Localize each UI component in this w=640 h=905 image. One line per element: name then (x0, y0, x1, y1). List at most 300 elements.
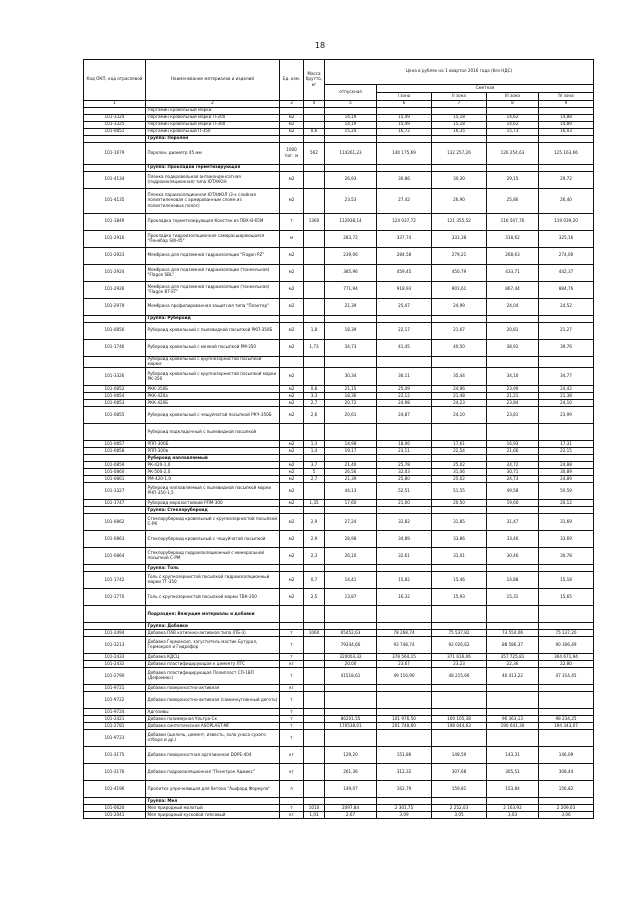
zone-2-price-cell: 17,61 (432, 441, 487, 448)
header-zone-1: I зона (377, 93, 432, 101)
empty-cell (304, 455, 325, 462)
mass-cell: 1,8 (304, 323, 325, 340)
table-row (84, 448, 594, 455)
zone-2-price-cell: 75 537,82 (432, 630, 487, 637)
zone-2-price-cell: 121 355,52 (432, 214, 487, 231)
zone-4-price-cell (539, 730, 594, 747)
unit-cell: м2 (280, 469, 304, 476)
code-cell: 101-0852 (84, 386, 146, 393)
unit-cell: т (280, 668, 304, 685)
mass-cell (304, 764, 325, 781)
name-cell: Пергамин кровельный марки П-300 (146, 122, 280, 129)
zone-2-price-cell: 21,67 (432, 323, 487, 340)
empty-cell (539, 136, 594, 143)
name-cell: Добавка Гермоксил, загуститель мастик Бутурол, Гермокрол и Гидрофор (146, 637, 280, 654)
zone-4-price-cell: 30,89 (539, 469, 594, 476)
group-heading-row (84, 798, 594, 805)
mass-cell: 0,8 (304, 386, 325, 393)
empty-cell (280, 606, 304, 623)
zone-4-price-cell (539, 357, 594, 368)
code-cell (84, 316, 146, 323)
release-price-cell (325, 424, 377, 441)
name-cell: Толь с крупнозернистой посыпкой марки ТВК-350 (146, 589, 280, 606)
empty-cell (377, 507, 432, 514)
table-row (84, 122, 594, 129)
zone-2-price-cell: 132 257,26 (432, 143, 487, 165)
table-row (84, 265, 594, 282)
name-cell: Пергамин кровельный марки П-200 (146, 115, 280, 122)
unit-cell: м2 (280, 500, 304, 507)
zone-1-price-cell: 162,79 (377, 781, 432, 798)
empty-cell (280, 798, 304, 805)
release-price-cell: 239,06 (325, 248, 377, 265)
empty-cell (539, 565, 594, 572)
zone-1-price-cell: 918,93 (377, 282, 432, 299)
release-price-cell: 17,60 (325, 500, 377, 507)
empty-cell (377, 136, 432, 143)
group-heading: Группа: Рубероид (146, 316, 280, 323)
code-cell: 101-4135 (84, 189, 146, 214)
release-price-cell (325, 108, 377, 115)
release-price-cell: 13,87 (325, 589, 377, 606)
header-code: Код ОКП, код отраслевой (84, 60, 146, 101)
mass-cell: 2,6 (304, 407, 325, 424)
table-row (84, 589, 594, 606)
mass-cell (304, 685, 325, 692)
name-cell: РПП-300Б (146, 441, 280, 448)
header-zone-4: IV зона (539, 93, 594, 101)
code-cell (84, 455, 146, 462)
table-row (84, 469, 594, 476)
table-row (84, 407, 594, 424)
release-price-cell: 170538,01 (325, 723, 377, 730)
zone-1-price-cell: 32,61 (377, 548, 432, 565)
zone-3-price-cell: 33,46 (487, 531, 539, 548)
mass-cell (304, 108, 325, 115)
table-row (84, 248, 594, 265)
name-cell: Добавка поверхностно-активная (саминнуглинный деготь) (146, 692, 280, 709)
empty-cell (539, 316, 594, 323)
table-row (84, 231, 594, 248)
name-cell: Стеклорубероид кровельный с чешуйчатой посыпкой (146, 531, 280, 548)
table-row (84, 514, 594, 531)
table-row (84, 709, 594, 716)
header-release-price: отпускная (325, 85, 377, 101)
zone-4-price-cell: 194 343,07 (539, 723, 594, 730)
table-row (84, 462, 594, 469)
zone-3-price-cell: 30,46 (487, 548, 539, 565)
empty-cell (280, 316, 304, 323)
release-price-cell: 26,56 (325, 469, 377, 476)
code-cell: 101-2926 (84, 282, 146, 299)
zone-3-price-cell: 268,63 (487, 248, 539, 265)
table-row (84, 716, 594, 723)
column-index: 2 (146, 101, 280, 108)
table-row (84, 476, 594, 483)
release-price-cell: 112938,14 (325, 214, 377, 231)
unit-cell: м2 (280, 299, 304, 316)
zone-1-price-cell: 36,11 (377, 368, 432, 386)
table-row (84, 393, 594, 400)
unit-cell: м2 (280, 548, 304, 565)
table-row (84, 143, 594, 165)
zone-3-price-cell: 34,10 (487, 368, 539, 386)
table-row (84, 812, 594, 819)
zone-4-price-cell: 156,82 (539, 781, 594, 798)
zone-2-price-cell: 23,23 (432, 661, 487, 668)
header-estimate-price: Сметная (377, 85, 594, 93)
mass-cell (304, 282, 325, 299)
zone-2-price-cell: 25,02 (432, 462, 487, 469)
header-name: Наименование материалов и изделий (146, 60, 280, 101)
zone-4-price-cell: 75 137,20 (539, 630, 594, 637)
mass-cell: 1,3 (304, 441, 325, 448)
column-index: 4 (304, 101, 325, 108)
table-row (84, 129, 594, 136)
name-cell: Пленка пароизоляционная ЮТАФОЛ (3-х слойная полиэтиленовая с армированным слоем из полиэтиленовых полос) (146, 189, 280, 214)
table-row (84, 108, 594, 115)
empty-cell (432, 565, 487, 572)
empty-cell (325, 606, 377, 623)
mass-cell: 2,5 (304, 589, 325, 606)
name-cell: РКК-420а (146, 393, 280, 400)
zone-1-price-cell: 284,58 (377, 248, 432, 265)
group-heading: Группа: Мел (146, 798, 280, 805)
table-row (84, 630, 594, 637)
unit-cell (280, 357, 304, 368)
zone-1-price-cell: 93 748,74 (377, 637, 432, 654)
unit-cell: м2 (280, 386, 304, 393)
unit-cell: т (280, 709, 304, 716)
zone-3-price-cell: 21,21 (487, 393, 539, 400)
table-row (84, 357, 594, 368)
unit-cell: т (280, 692, 304, 709)
zone-3-price-cell: 14,62 (487, 115, 539, 122)
empty-cell (487, 316, 539, 323)
name-cell: Прокладка гидроизоляционная самораcширяющаяся "Пенебар SW-45" (146, 231, 280, 248)
group-heading: Рубероид наплавляемый (146, 455, 280, 462)
zone-4-price-cell: 21,38 (539, 393, 594, 400)
zone-4-price-cell: 22,80 (539, 661, 594, 668)
zone-1-price-cell: 23,11 (377, 448, 432, 455)
release-price-cell: 2097,84 (325, 805, 377, 812)
zone-4-price-cell: 98 234,25 (539, 716, 594, 723)
code-cell: 101-3213 (84, 637, 146, 654)
empty-cell (487, 136, 539, 143)
code-cell: 101-2433 (84, 654, 146, 661)
zone-1-price-cell: 21,00 (377, 500, 432, 507)
name-cell: Поролон, диаметр 45 мм (146, 143, 280, 165)
release-price-cell: 14,19 (325, 115, 377, 122)
zone-3-price-cell: 15,31 (487, 589, 539, 606)
empty-cell (432, 507, 487, 514)
mass-cell (304, 668, 325, 685)
empty-cell (304, 798, 325, 805)
zone-2-price-cell: 92 026,62 (432, 637, 487, 654)
name-cell: Добавка КДСЦ (146, 654, 280, 661)
empty-cell (432, 316, 487, 323)
zone-1-price-cell: 23,67 (377, 661, 432, 668)
release-price-cell: 21,40 (325, 462, 377, 469)
empty-cell (325, 623, 377, 630)
zone-4-price-cell (539, 709, 594, 716)
zone-3-price-cell: 49,58 (487, 483, 539, 500)
unit-cell: м2 (280, 122, 304, 129)
table-row (84, 692, 594, 709)
zone-2-price-cell: 307,68 (432, 764, 487, 781)
zone-1-price-cell: 52,51 (377, 483, 432, 500)
code-cell: 101-9721 (84, 685, 146, 692)
name-cell: Добавка ПАВ катионно-активная типа (ПБ-3) (146, 630, 280, 637)
table-row (84, 424, 594, 441)
code-cell: 101-0856 (84, 323, 146, 340)
zone-1-price-cell (377, 424, 432, 441)
unit-cell: т (280, 723, 304, 730)
name-cell: Толь с крупнозернистой посыпкой гидроизоляционный марки ТГ-350 (146, 572, 280, 589)
zone-3-price-cell: 190 641,30 (487, 723, 539, 730)
mass-cell (304, 692, 325, 709)
zone-1-price-cell: 22,17 (377, 323, 432, 340)
code-cell: 101-0857 (84, 441, 146, 448)
zone-3-price-cell: 2 163,92 (487, 805, 539, 812)
code-cell: 101-0855 (84, 407, 146, 424)
zone-3-price-cell: 38,91 (487, 340, 539, 357)
name-cell: Адгезивы (146, 709, 280, 716)
zone-1-price-cell: 3,09 (377, 812, 432, 819)
release-price-cell: 34,73 (325, 340, 377, 357)
mass-cell: 2,9 (304, 531, 325, 548)
zone-3-price-cell (487, 709, 539, 716)
group-heading-row (84, 455, 594, 462)
table-row (84, 685, 594, 692)
code-cell: 101-1849 (84, 214, 146, 231)
group-heading-row (84, 565, 594, 572)
unit-cell: т (280, 214, 304, 231)
release-price-cell: 30,34 (325, 368, 377, 386)
unit-cell (280, 424, 304, 441)
zone-2-price-cell: 15,93 (432, 589, 487, 606)
code-cell (84, 165, 146, 172)
zone-2-price-cell: 450,79 (432, 265, 487, 282)
name-cell: Стеклорубероид гидроизоляционный с минеральной посыпкой С-РМ (146, 548, 280, 565)
name-cell: Рубероид кровельный с пылевидной посыпкой РКП-350Б (146, 323, 280, 340)
group-heading-row (84, 165, 594, 172)
zone-2-price-cell: 159,81 (432, 781, 487, 798)
unit-cell: м2 (280, 172, 304, 189)
unit-cell: м2 (280, 115, 304, 122)
empty-cell (325, 565, 377, 572)
name-cell: Мел природный молотый (146, 805, 280, 812)
zone-4-price-cell: 15,18 (539, 572, 594, 589)
empty-cell (325, 165, 377, 172)
code-cell: 101-2979 (84, 299, 146, 316)
zone-3-price-cell (487, 357, 539, 368)
table-row (84, 531, 594, 548)
zone-2-price-cell: 2 252,03 (432, 805, 487, 812)
zone-2-price-cell: 26,90 (432, 189, 487, 214)
empty-cell (539, 455, 594, 462)
empty-cell (487, 623, 539, 630)
code-cell: 101-1747 (84, 500, 146, 507)
mass-cell: 1,73 (304, 340, 325, 357)
zone-2-price-cell (432, 108, 487, 115)
empty-cell (325, 316, 377, 323)
table-row (84, 730, 594, 747)
code-cell: 101-3324 (84, 115, 146, 122)
zone-4-price-cell: 14,89 (539, 122, 594, 129)
table-row (84, 115, 594, 122)
empty-cell (432, 623, 487, 630)
table-row (84, 282, 594, 299)
name-cell: РМ-420-1,0 (146, 476, 280, 483)
release-price-cell (325, 730, 377, 747)
zone-4-price-cell: 23,99 (539, 407, 594, 424)
zone-4-price-cell (539, 108, 594, 115)
table-row (84, 572, 594, 589)
zone-4-price-cell: 884,76 (539, 282, 594, 299)
empty-cell (280, 165, 304, 172)
zone-2-price-cell (432, 692, 487, 709)
mass-cell (304, 747, 325, 764)
zone-2-price-cell: 198 044,63 (432, 723, 487, 730)
zone-3-price-cell: 19,60 (487, 500, 539, 507)
code-cell (84, 507, 146, 514)
price-table (83, 59, 594, 819)
zone-3-price-cell: 357 725,81 (487, 654, 539, 661)
zone-1-price-cell: 151,86 (377, 747, 432, 764)
zone-1-price-cell (377, 709, 432, 716)
empty-cell (280, 565, 304, 572)
mass-cell: 1,01 (304, 812, 325, 819)
release-price-cell: 27,24 (325, 514, 377, 531)
zone-1-price-cell: 101 976,50 (377, 716, 432, 723)
unit-cell: м2 (280, 462, 304, 469)
zone-1-price-cell: 378 564,15 (377, 654, 432, 661)
empty-cell (487, 565, 539, 572)
zone-1-price-cell: 41,45 (377, 340, 432, 357)
empty-cell (377, 623, 432, 630)
unit-cell: 1000 пог. м (280, 143, 304, 165)
table-row (84, 386, 594, 393)
empty-cell (280, 136, 304, 143)
release-price-cell: 385,96 (325, 265, 377, 282)
zone-2-price-cell: 31,01 (432, 548, 487, 565)
zone-4-price-cell: 50,59 (539, 483, 594, 500)
mass-cell (304, 716, 325, 723)
zone-2-price-cell: 20,50 (432, 500, 487, 507)
mass-cell (304, 231, 325, 248)
release-price-cell: 41518,61 (325, 668, 377, 685)
table-row (84, 764, 594, 781)
code-cell: 101-0858 (84, 448, 146, 455)
code-cell: 101-0853 (84, 400, 146, 407)
zone-3-price-cell (487, 692, 539, 709)
mass-cell (304, 265, 325, 282)
name-cell: Добавка полимерная Ультра-Ск (146, 716, 280, 723)
unit-cell: т (280, 730, 304, 747)
zone-1-price-cell: 30,86 (377, 172, 432, 189)
zone-3-price-cell: 126 254,63 (487, 143, 539, 165)
column-index: 1 (84, 101, 146, 108)
zone-3-price-cell: 14,88 (487, 572, 539, 589)
mass-cell: 1360 (304, 214, 325, 231)
column-index: 5 (325, 101, 377, 108)
zone-3-price-cell: 23,90 (487, 386, 539, 393)
table-row (84, 214, 594, 231)
release-price-cell: 21,39 (325, 299, 377, 316)
code-cell: 101-2923 (84, 248, 146, 265)
zone-3-price-cell: 22,36 (487, 661, 539, 668)
empty-cell (487, 455, 539, 462)
name-cell: Добавка поверхностная адгезионная DOPE-404 (146, 747, 280, 764)
code-cell: 101-9724 (84, 709, 146, 716)
zone-4-price-cell: 29,72 (539, 172, 594, 189)
zone-1-price-cell (377, 730, 432, 747)
column-index: 6 (377, 101, 432, 108)
column-index: 7 (432, 101, 487, 108)
empty-cell (432, 136, 487, 143)
mass-cell: 2,7 (304, 400, 325, 407)
zone-2-price-cell: 21,48 (432, 393, 487, 400)
zone-1-price-cell: 140 175,69 (377, 143, 432, 165)
mass-cell: 2,3 (304, 548, 325, 565)
empty-cell (377, 798, 432, 805)
code-cell: 101-9723 (84, 730, 146, 747)
mass-cell: 3,3 (304, 393, 325, 400)
code-cell: 101-3327 (84, 483, 146, 500)
empty-cell (304, 136, 325, 143)
code-cell: 101-2041 (84, 812, 146, 819)
unit-cell: м2 (280, 572, 304, 589)
release-price-cell: 23,53 (325, 189, 377, 214)
zone-4-price-cell: 442,37 (539, 265, 594, 282)
release-price-cell: 20,61 (325, 407, 377, 424)
unit-cell: л (280, 781, 304, 798)
zone-3-price-cell: 96 363,13 (487, 716, 539, 723)
release-price-cell: 149,07 (325, 781, 377, 798)
name-cell: Рубероид кровельный с крупнозернистой посыпкой марки: (146, 357, 280, 368)
name-cell: Добавка пластифицирующая Полипласт СП-1ВП (Дефомикс) (146, 668, 280, 685)
zone-3-price-cell: 24,04 (487, 299, 539, 316)
zone-3-price-cell: 16,93 (487, 441, 539, 448)
mass-cell (304, 122, 325, 129)
empty-cell (377, 455, 432, 462)
zone-3-price-cell: 21,66 (487, 448, 539, 455)
table-row (84, 747, 594, 764)
mass-cell (304, 723, 325, 730)
zone-3-price-cell: 24,72 (487, 462, 539, 469)
zone-1-price-cell: 124 037,72 (377, 214, 432, 231)
zone-4-price-cell: 325,16 (539, 231, 594, 248)
zone-2-price-cell (432, 685, 487, 692)
zone-4-price-cell: 31,69 (539, 514, 594, 531)
code-cell: 101-2421 (84, 716, 146, 723)
zone-4-price-cell: 24,42 (539, 386, 594, 393)
code-cell: 101-0863 (84, 531, 146, 548)
code-cell: 101-4134 (84, 172, 146, 189)
name-cell: Пергамин кровельный марки (146, 108, 280, 115)
release-price-cell (325, 685, 377, 692)
table-row (84, 189, 594, 214)
group-heading-row (84, 316, 594, 323)
unit-cell: м2 (280, 531, 304, 548)
unit-cell: м2 (280, 368, 304, 386)
zone-1-price-cell: 24,87 (377, 407, 432, 424)
zone-2-price-cell (432, 730, 487, 747)
zone-3-price-cell: 153,84 (487, 781, 539, 798)
mass-cell (304, 172, 325, 189)
zone-4-price-cell: 274,00 (539, 248, 594, 265)
